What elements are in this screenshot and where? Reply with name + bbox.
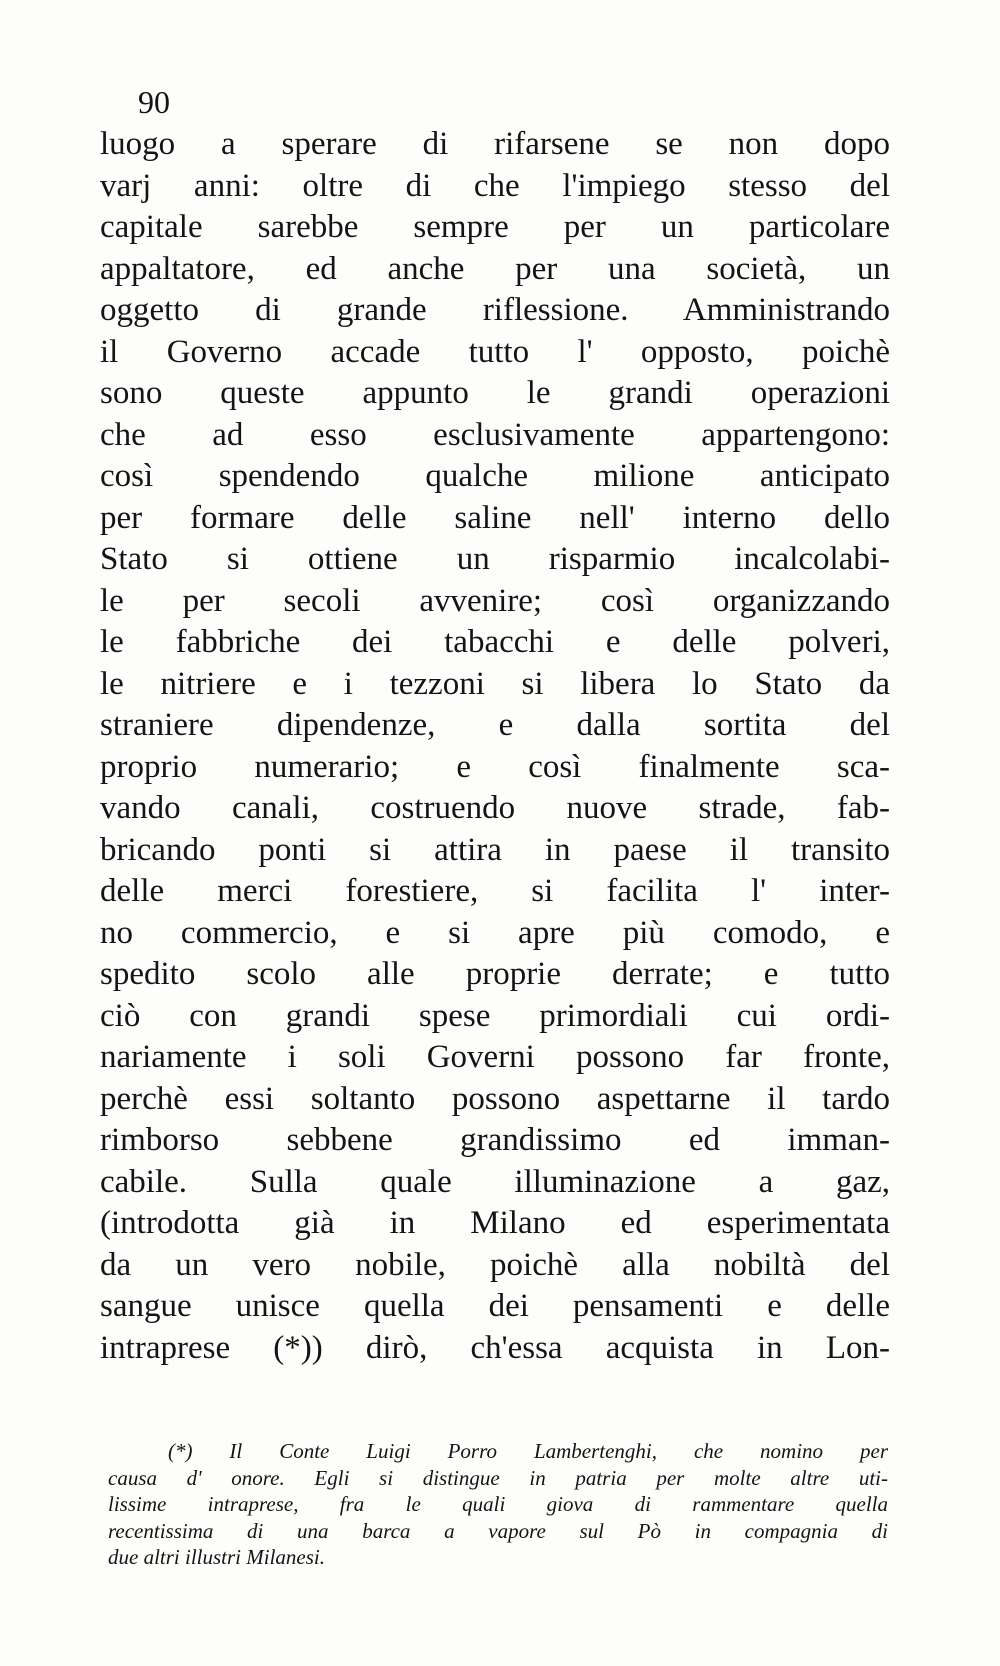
text-line: il Governo accade tutto l' opposto, poichè — [100, 333, 890, 370]
text-line: varj anni: oltre di che l'impiego stesso del — [100, 167, 890, 204]
text-line: appaltatore, ed anche per una società, un — [100, 250, 890, 287]
footnote-line: due altri illustri Milanesi. — [108, 1545, 326, 1569]
text-line: bricando ponti si attira in paese il transito — [100, 831, 890, 868]
footnote-line: lissime intraprese, fra le quali giova di rammentare quella — [108, 1492, 888, 1516]
text-line: delle merci forestiere, si facilita l' inter- — [100, 873, 890, 909]
text-line: perchè essi soltanto possono aspettarne il tardo — [100, 1080, 890, 1117]
footnote-line: causa d' onore. Egli si distingue in patria per molte altre uti- — [108, 1465, 888, 1490]
text-line: le nitriere e i tezzoni si libera lo Stato da — [100, 665, 890, 702]
text-line: le fabbriche dei tabacchi e delle polveri, — [100, 624, 890, 660]
text-line: vando canali, costruendo nuove strade, fab- — [100, 790, 890, 826]
text-line: Stato si ottiene un risparmio incalcolabi- — [100, 541, 890, 577]
footnote — [108, 1438, 888, 1571]
text-line: straniere dipendenze, e dalla sortita del — [100, 707, 890, 743]
text-line: da un vero nobile, poichè alla nobiltà del — [100, 1246, 890, 1283]
footnote-line: (*) Il Conte Luigi Porro Lambertenghi, che nomino per — [168, 1439, 888, 1463]
text-line: sangue unisce quella dei pensamenti e delle — [100, 1288, 890, 1324]
text-line: spedito scolo alle proprie derrate; e tutto — [100, 956, 890, 992]
text-line: proprio numerario; e così finalmente sca- — [100, 748, 890, 785]
text-line: nariamente i soli Governi possono far fronte, — [100, 1039, 890, 1075]
footnote-line: recentissima di una barca a vapore sul Pò in compagnia di — [108, 1518, 888, 1543]
text-line: luogo a sperare di rifarsene se non dopo — [100, 126, 890, 162]
text-line: rimborso sebbene grandissimo ed imman- — [100, 1122, 890, 1158]
text-line: così spendendo qualche milione anticipato — [100, 458, 890, 494]
text-line: (introdotta già in Milano ed esperimentata — [100, 1205, 890, 1241]
text-line: che ad esso esclusivamente appartengono: — [100, 416, 890, 453]
text-line: no commercio, e si apre più comodo, e — [100, 914, 890, 951]
text-line: sono queste appunto le grandi operazioni — [100, 375, 890, 411]
text-line: le per secoli avvenire; così organizzando — [100, 582, 890, 619]
text-line: intraprese (*)) dirò, ch'essa acquista in Lon- — [100, 1329, 890, 1366]
text-line: oggetto di grande riflessione. Amministrando — [100, 292, 890, 328]
text-line: ciò con grandi spese primordiali cui ordi- — [100, 997, 890, 1034]
text-line: per formare delle saline nell' interno dello — [100, 499, 890, 536]
page-number: 90 — [138, 84, 170, 120]
text-line: cabile. Sulla quale illuminazione a gaz, — [100, 1163, 890, 1200]
text-line: capitale sarebbe sempre per un particolare — [100, 209, 890, 245]
body-text — [100, 124, 890, 1369]
